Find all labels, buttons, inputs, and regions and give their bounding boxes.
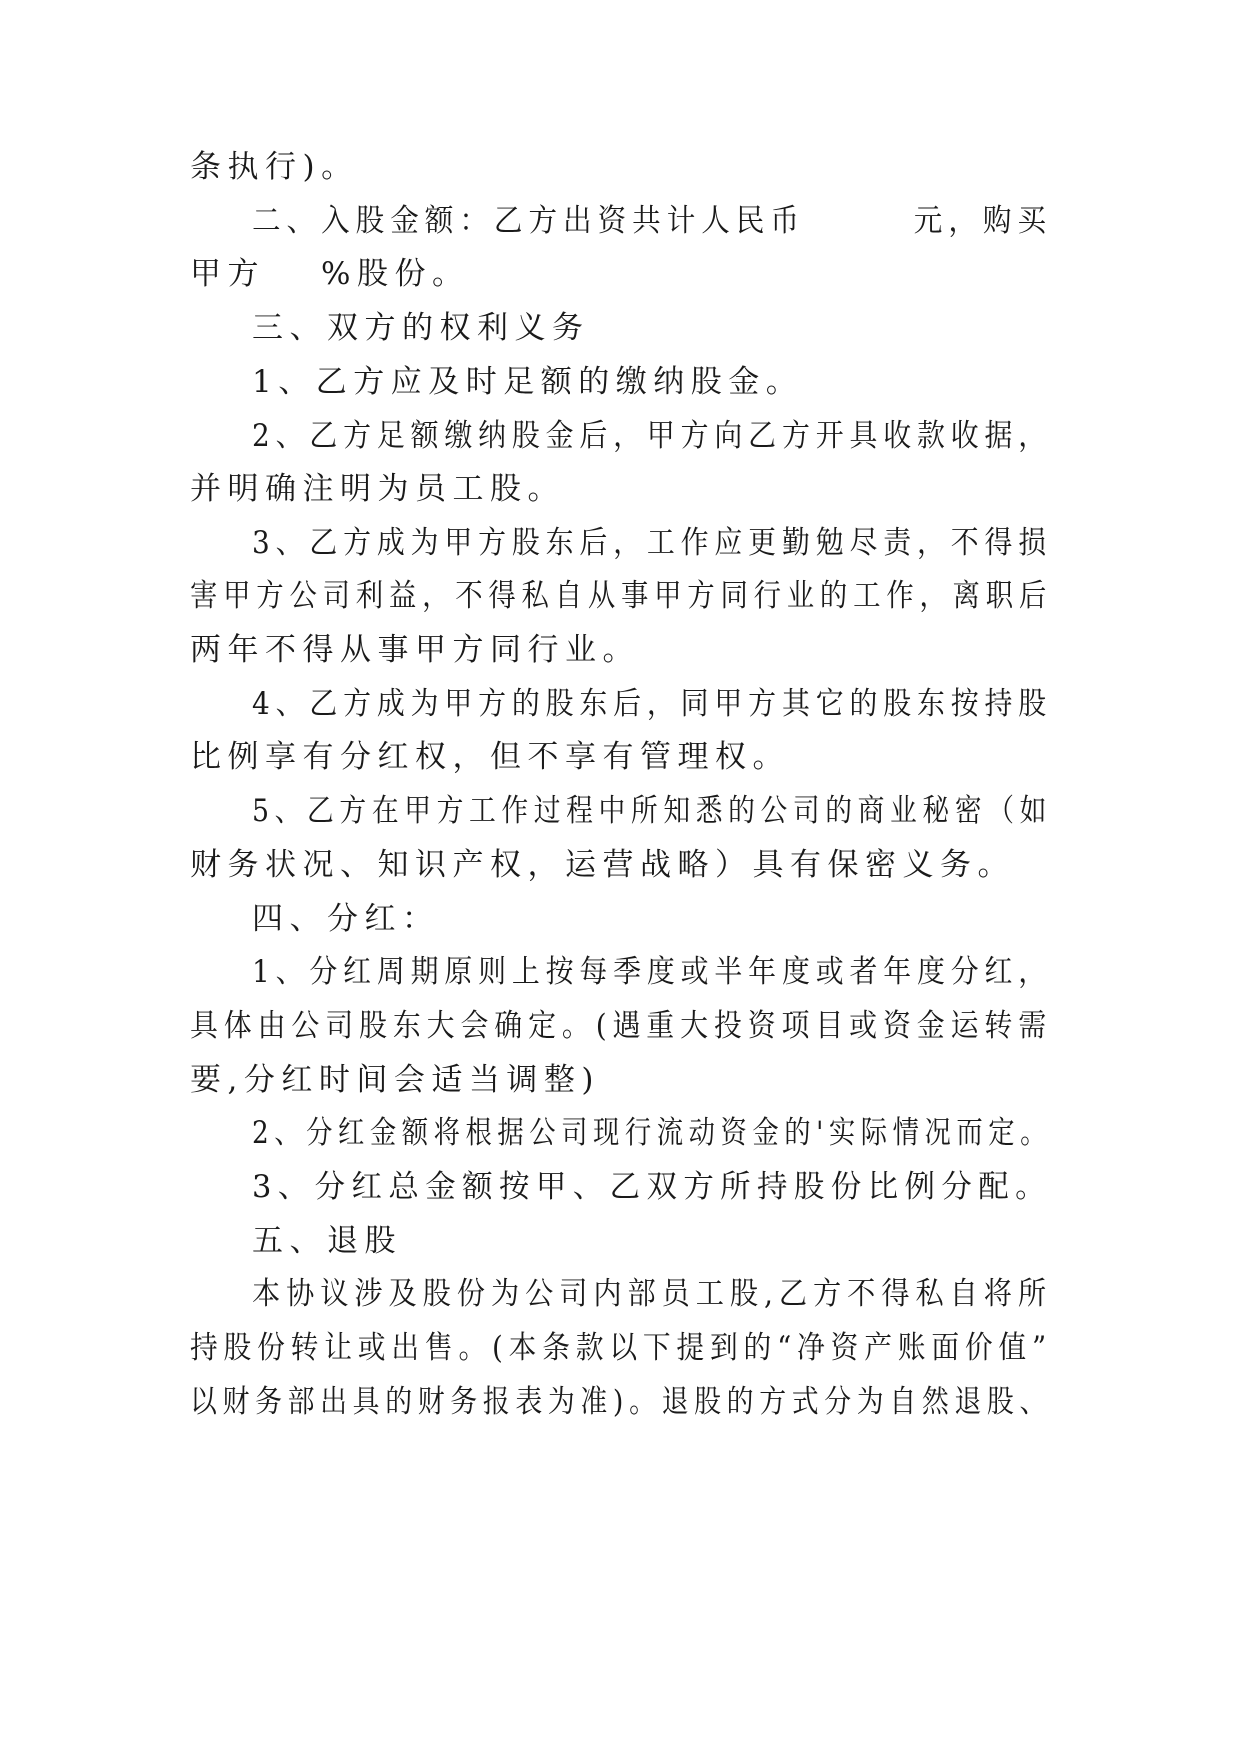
text-line: 1、分红周期原则上按每季度或半年度或者年度分红， — [252, 954, 1052, 990]
text-line: 2、分红金额将根据公司现行流动资金的'实际情况而定。 — [252, 1115, 1052, 1151]
text-line: 条执行)。 — [190, 149, 359, 185]
text-fragment: %股份。 — [321, 256, 470, 292]
text-line: 两年不得从事甲方同行业。 — [190, 632, 640, 668]
text-line: 本协议涉及股份为公司内部员工股,乙方不得私自将所 — [252, 1276, 1052, 1312]
text-line: 3、分红总金额按甲、乙双方所持股份比例分配。 — [252, 1169, 1052, 1205]
text-fragment: 甲方 — [190, 256, 265, 292]
text-line: 2、乙方足额缴纳股金后，甲方向乙方开具收款收据， — [252, 418, 1052, 454]
text-line: 并明确注明为员工股。 — [190, 471, 565, 507]
text-line: 5、乙方在甲方工作过程中所知悉的公司的商业秘密（如 — [252, 793, 1052, 829]
text-line: 害甲方公司利益，不得私自从事甲方同行业的工作，离职后 — [190, 578, 1052, 614]
text-line: 3、乙方成为甲方股东后，工作应更勤勉尽责，不得损 — [252, 525, 1052, 561]
section-heading: 五、退股 — [252, 1223, 402, 1259]
text-line: 4、乙方成为甲方的股东后，同甲方其它的股东按持股 — [252, 686, 1052, 722]
text-line: 持股份转让或出售。(本条款以下提到的“净资产账面价值” — [190, 1330, 1052, 1366]
text-line — [252, 195, 1081, 247]
text-line: 财务状况、知识产权，运营战略）具有保密义务。 — [190, 847, 1015, 883]
text-line — [190, 248, 1090, 300]
text-fragment: 二、入股金额：乙方出资共计人民币 — [252, 203, 805, 239]
section-heading: 三、双方的权利义务 — [252, 310, 590, 346]
text-line: 1、乙方应及时足额的缴纳股金。 — [252, 364, 804, 400]
text-line: 比例享有分红权，但不享有管理权。 — [190, 739, 790, 775]
text-fragment: 元，购买 — [913, 203, 1052, 239]
text-line: 以财务部出具的财务报表为准)。退股的方式分为自然退股、 — [190, 1384, 1052, 1420]
section-heading: 四、分红： — [252, 901, 440, 937]
text-line: 具体由公司股东大会确定。(遇重大投资项目或资金运转需 — [190, 1008, 1052, 1044]
text-line: 要,分红时间会适当调整) — [190, 1062, 600, 1098]
